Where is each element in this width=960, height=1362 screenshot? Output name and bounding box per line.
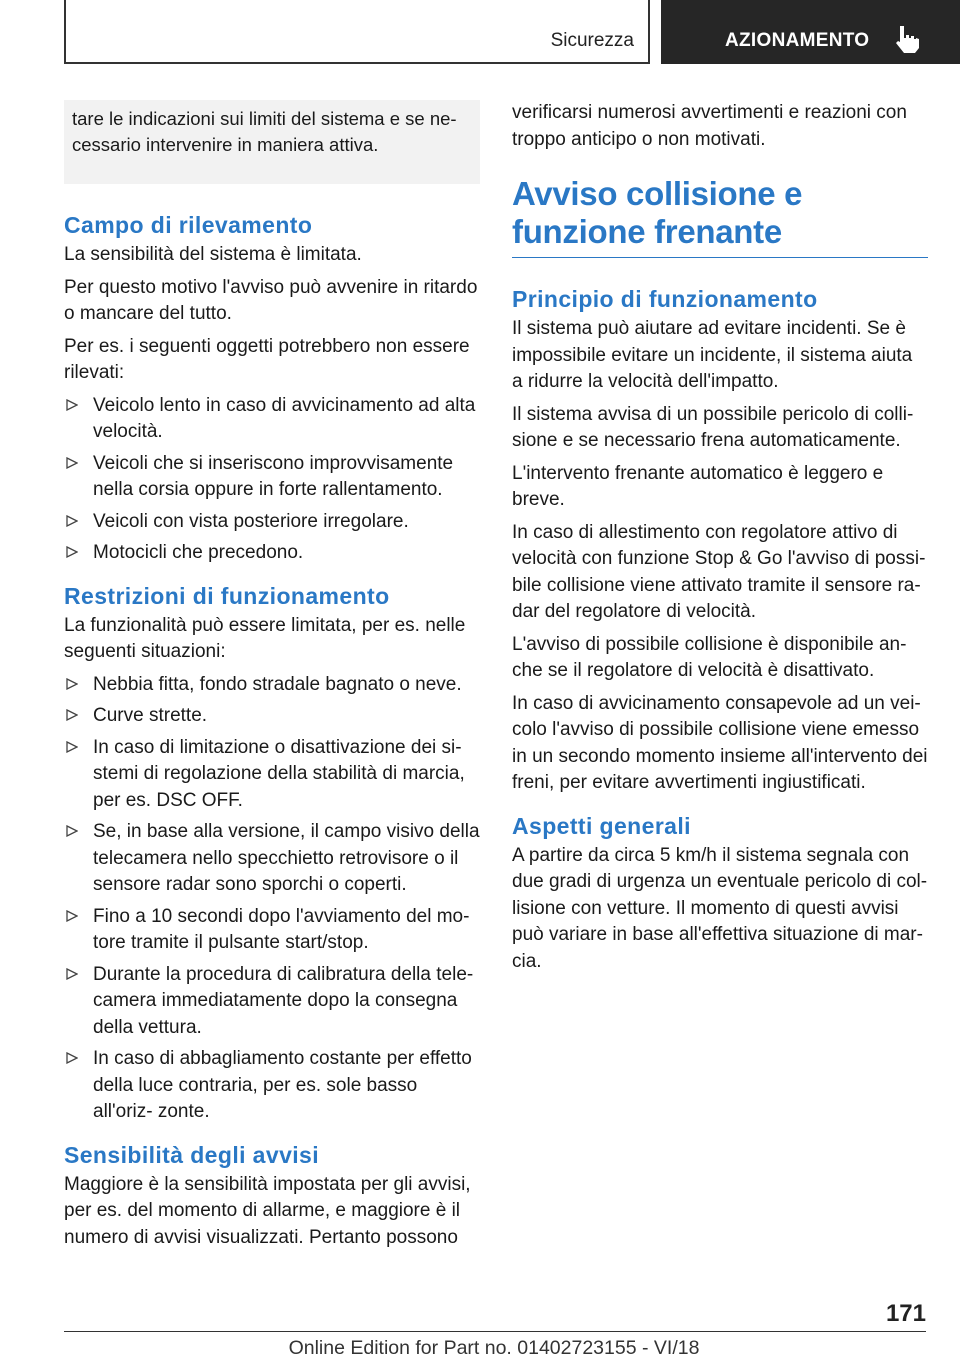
list-item-text: Curve strette. — [93, 705, 208, 726]
heading-sensibilita-degli-avvisi: Sensibilità degli avvisi — [64, 1141, 320, 1168]
list-item-text: Fino a 10 secondi dopo l'avviamento del mo- tore tramite il pulsante start/stop. — [93, 905, 470, 953]
list-item-text: Veicoli che si inseriscono improvvisamente nella corsia oppure in forte rallentamento. — [93, 452, 454, 500]
triangle-right-outline-icon — [66, 1052, 78, 1064]
left-column — [64, 100, 480, 1257]
page-number: 171 — [885, 1300, 926, 1327]
header-chapter-tab — [661, 0, 960, 64]
paragraph: A partire da circa 5 km/h il sistema segnala con due gradi di urgenza un eventuale pericolo di col- lisione con vetture. Il momento di questi avvisi può variare in base all'effettiva situazione di mar- cia. — [512, 844, 928, 972]
header-section-tab — [64, 0, 650, 64]
triangle-right-outline-icon — [66, 741, 78, 753]
list-item — [64, 1046, 480, 1126]
list-item-text: Veicoli con vista posteriore irregolare. — [93, 510, 409, 532]
bullet-list-detection — [64, 393, 480, 567]
list-item-text: Durante la procedura di calibratura della tele- camera immediatamente dopo la consegna della vettura. — [93, 963, 474, 1038]
heading-restrizioni-di-funzionamento: Restrizioni di funzionamento — [64, 582, 390, 609]
list-item-text: Nebbia fitta, fondo stradale bagnato o neve. — [93, 673, 462, 695]
paragraph: In caso di allestimento con regolatore attivo di velocità con funzione Stop & Go l'avviso di possi- bile collisione viene attivato tramite il sensore ra- dar del regolatore di velocità. — [512, 521, 926, 622]
header-chapter-label: AZIONAMENTO — [725, 30, 870, 51]
paragraph: Il sistema può aiutare ad evitare incidenti. Se è impossibile evitare un incidente, il sistema aiuta a ridurre la velocità dell'impatto. — [512, 318, 913, 392]
list-item-text: Se, in base alla versione, il campo visivo della telecamera nello specchietto retrovisore o il sensore radar sono sporchi o coperti. — [93, 821, 480, 895]
paragraph: In caso di avvicinamento consapevole ad un vei- colo l'avviso di possibile collisione viene emesso in un secondo momento insieme all'intervento dei freni, per evitare avvertimenti ingiustificati. — [512, 692, 928, 793]
triangle-right-outline-icon — [66, 399, 78, 411]
paragraph: Per questo motivo l'avviso può avvenire in ritardo o mancare del tutto. — [64, 276, 478, 324]
paragraph: L'avviso di possibile collisione è disponibile an- che se il regolatore di velocità è disattivato. — [512, 633, 907, 681]
list-item — [64, 703, 480, 730]
list-item — [64, 819, 480, 899]
triangle-right-outline-icon — [66, 678, 78, 690]
list-item — [64, 451, 480, 504]
list-item — [64, 672, 480, 699]
paragraph: Il sistema avvisa di un possibile pericolo di colli- sione e se necessario frena automaticamente. — [512, 403, 914, 451]
list-item — [64, 962, 480, 1042]
note-box — [64, 100, 480, 184]
list-item — [64, 904, 480, 957]
paragraph: verificarsi numerosi avvertimenti e reazioni con troppo anticipo o non motivati. — [512, 102, 907, 150]
chapter-heading: Avviso collisione e funzione frenante — [512, 175, 928, 258]
list-item-text: In caso di abbagliamento costante per effetto della luce contraria, per es. sole basso all'oriz- zonte. — [93, 1048, 472, 1122]
paragraph: La funzionalità può essere limitata, per es. nelle seguenti situazioni: — [64, 614, 466, 662]
triangle-right-outline-icon — [66, 825, 78, 837]
bullet-list-restrictions — [64, 672, 480, 1126]
list-item — [64, 735, 480, 815]
triangle-right-outline-icon — [66, 457, 78, 469]
paragraph: L'intervento frenante automatico è leggero e breve. — [512, 462, 884, 510]
list-item-text: Veicolo lento in caso di avvicinamento ad alta velocità. — [93, 394, 476, 442]
header-section-label: Sicurezza — [550, 30, 634, 51]
list-item — [64, 509, 480, 536]
heading-principio-di-funzionamento: Principio di funzionamento — [512, 286, 818, 312]
heading-aspetti-generali: Aspetti generali — [512, 812, 691, 839]
right-column — [512, 100, 928, 981]
triangle-right-outline-icon — [66, 709, 78, 721]
hand-pointer-icon — [894, 24, 920, 54]
paragraph: Maggiore è la sensibilità impostata per gli avvisi, per es. del momento di allarme, e maggiore è il numero di avvisi visualizzati. Pertanto possono — [64, 1173, 471, 1248]
heading-campo-di-rilevamento: Campo di rilevamento — [64, 212, 313, 238]
paragraph: Per es. i seguenti oggetti potrebbero non essere rilevati: — [64, 335, 470, 383]
note-box-text: tare le indicazioni sui limiti del sistema e se ne- cessario intervenire in maniera attiva. — [72, 108, 457, 155]
footer-edition: Online Edition for Part no. 01402723155 - VI/18 — [288, 1337, 700, 1359]
list-item-text: Motocicli che precedono. — [93, 542, 304, 563]
list-item — [64, 393, 480, 446]
list-item — [64, 540, 480, 567]
triangle-right-outline-icon — [66, 910, 78, 922]
paragraph: La sensibilità del sistema è limitata. — [64, 244, 362, 265]
triangle-right-outline-icon — [66, 546, 78, 558]
list-item-text: In caso di limitazione o disattivazione dei si- stemi di regolazione della stabilità di marcia, per es. DSC OFF. — [93, 736, 465, 811]
triangle-right-outline-icon — [66, 515, 78, 527]
footer-divider — [64, 1331, 926, 1332]
triangle-right-outline-icon — [66, 968, 78, 980]
